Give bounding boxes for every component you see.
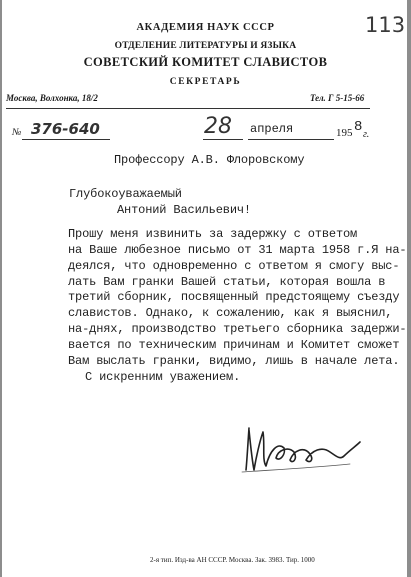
signature bbox=[240, 420, 365, 475]
addressee: Профессору А.В. Флоровскому bbox=[114, 153, 305, 167]
body-line: на Ваше любезное письмо от 31 марта 1958 г.Я на- bbox=[68, 243, 407, 257]
date-month-underline bbox=[248, 139, 334, 140]
letterhead-divider bbox=[6, 108, 370, 109]
closing: С искренним уважением. bbox=[85, 370, 241, 384]
outgoing-number-value: 376-640 bbox=[31, 120, 100, 138]
date-day: 28 bbox=[204, 114, 232, 139]
body-line: Вам выслать гранки, видимо, лишь в начале лета. bbox=[68, 354, 400, 368]
body-line: третий сборник, посвященный предстоящему съезду bbox=[68, 290, 400, 304]
date-year-prefix: 195 bbox=[336, 127, 353, 139]
letterhead-department: ОТДЕЛЕНИЕ ЛИТЕРАТУРЫ И ЯЗЫКА bbox=[114, 41, 297, 51]
body-line: славистов. Однако, к сожалению, как я выяснил, bbox=[68, 306, 393, 320]
letterhead-role: СЕКРЕТАРЬ bbox=[169, 77, 242, 87]
letterhead-address: Москва, Волхонка, 18/2 bbox=[6, 93, 98, 103]
archive-number: 113 bbox=[365, 13, 406, 37]
letterhead-phone: Тел. Г 5-15-66 bbox=[310, 93, 365, 103]
date-year-digit: 8 bbox=[354, 119, 363, 135]
print-footer: 2-я тип. Изд-ва АН СССР. Москва. Зак. 3983. Тир. 1000 bbox=[150, 556, 315, 564]
date-day-underline bbox=[203, 139, 243, 140]
body-line: лать Вам гранки Вашей статьи, которая вошла в bbox=[68, 275, 386, 289]
body-line: Прошу меня извинить за задержку с ответом bbox=[68, 227, 358, 241]
body-line: вается по техническим причинам и Комитет сможет bbox=[68, 338, 400, 352]
outgoing-number-label: № bbox=[12, 127, 22, 138]
letterhead-academy: АКАДЕМИЯ НАУК СССР bbox=[136, 22, 275, 33]
body-line: на-днях, производство третьего сборника задержи- bbox=[68, 322, 407, 336]
salutation-line-2: Антоний Васильевич! bbox=[117, 203, 251, 217]
date-month: апреля bbox=[250, 122, 294, 136]
outgoing-number-underline bbox=[22, 139, 110, 140]
salutation-line-1: Глубокоуважаемый bbox=[69, 187, 182, 201]
date-year-suffix: г. bbox=[363, 129, 370, 140]
letterhead-committee: СОВЕТСКИЙ КОМИТЕТ СЛАВИСТОВ bbox=[83, 55, 328, 69]
body-line: деялся, что одновременно с ответом я смогу выс- bbox=[68, 259, 400, 273]
